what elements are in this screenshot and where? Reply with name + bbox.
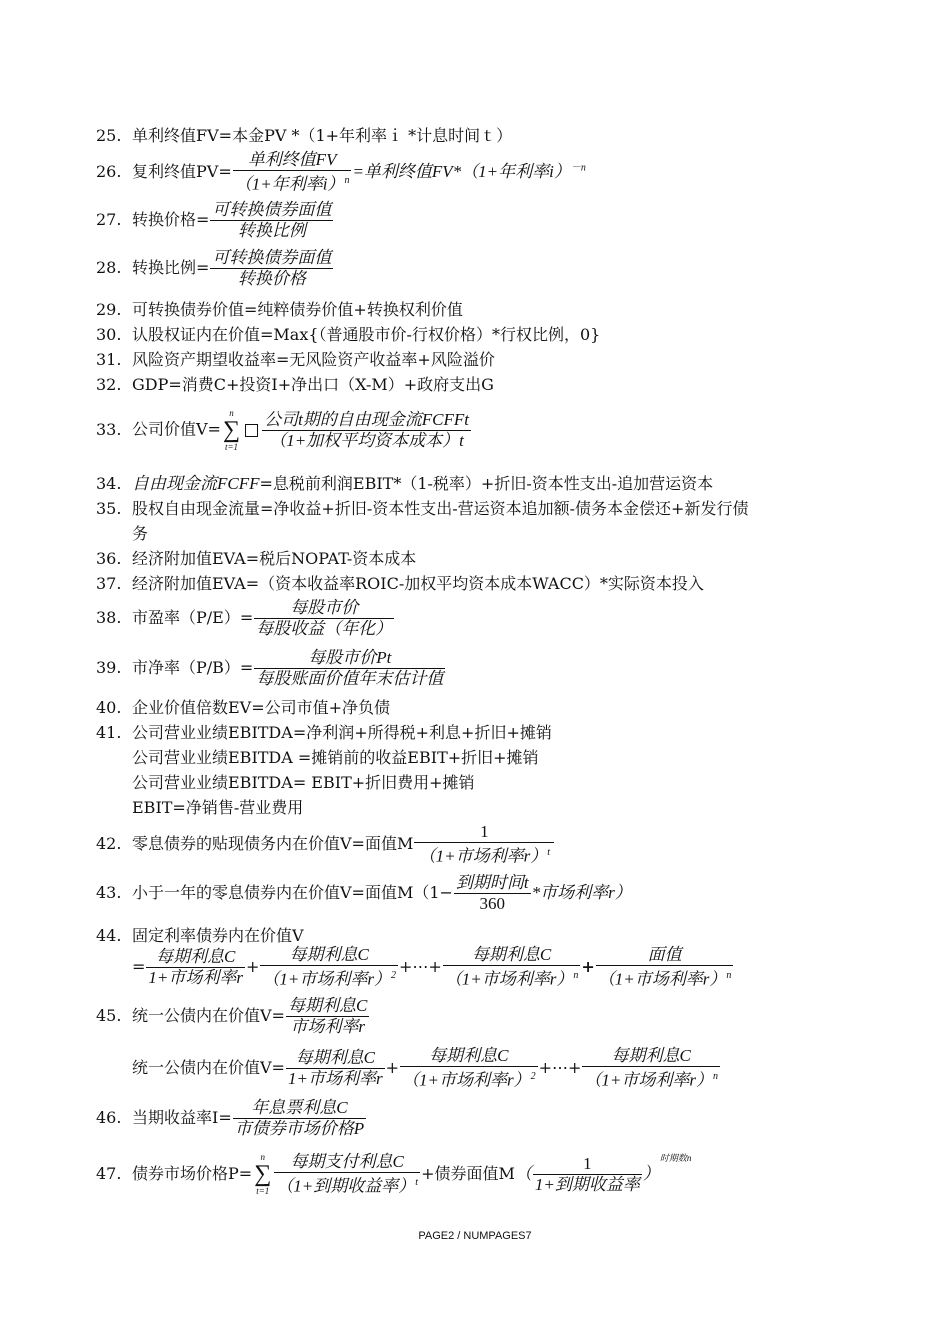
formula-35-continued: 务 <box>132 524 149 543</box>
formula-30: 30. 认股权证内在价值=Max{（普通股市价-行权价格）*行权比例，0} <box>96 325 601 344</box>
formula-31: 31. 风险资产期望收益率=无风险资产收益率+风险溢价 <box>96 350 495 369</box>
formula-33: 33. 公司价值V=n ∑ t=1 $\frac{\text{公司t期的自由现金流FCFFt}}{\text{（1+加权平均资本成本）t}}$ <box>96 408 470 452</box>
fraction-term-2: $\frac{\text{每期利息C}}{(1+市场利率r)^2}$ <box>262 945 396 989</box>
fraction-term-1: $\frac{\text{每期利息C}}{\text{1+市场利率r}}$ <box>148 946 243 987</box>
formula-39: 39. 市净率（P/B）= $\frac{\text{每股市价Pt}}{\text{每股账面价值年末估计值}}$ <box>96 648 444 688</box>
formula-41: 41. 公司营业业绩EBITDA=净利润+所得税+利息+折旧+摊销 <box>96 723 552 742</box>
fraction: $\frac{\text{单利终值FV}}{(1+年利率i)^n}$ <box>234 150 350 194</box>
formula-35: 35. 股权自由现金流量=净收益+折旧-资本性支出-营运资本追加额-债务本金偿还+新发行债 <box>96 499 749 518</box>
fraction: $\frac{\text{年息票利息C}}{\text{市债券市场价格P}}$ <box>234 1098 365 1138</box>
formula-41-line-4: EBIT=净销售-营业费用 <box>132 798 304 817</box>
formula-34: 34. 自由现金流FCFF=息税前利润EBIT*（1-税率）+折旧-资本性支出-追加营运资本 <box>96 474 714 493</box>
fraction: $\frac{\text{每股市价Pt}}{\text{每股账面价值年末估计值}}$ <box>256 648 444 688</box>
formula-25: 25. 单利终值FV=本金PV *（1+年利率ｉ *计息时间ｔ） <box>96 126 513 145</box>
page-footer: PAGE2 / NUMPAGES7 <box>418 1230 532 1242</box>
formula-29: 29. 可转换债券价值=纯粹债券价值+转换权利价值 <box>96 300 463 319</box>
fraction-term-2: $\frac{\text{每期利息C}}{(1+市场利率r)^2}$ <box>401 1046 536 1090</box>
formula-40: 40. 企业价值倍数EV=公司市值+净负债 <box>96 698 391 717</box>
formula-44-expansion: = $\frac{\text{每期利息C}}{\text{1+市场利率r}}$ + $\frac{\text{每期利息C}}{(1+市场利率r)^2}$ +⋯+ $\frac{\text{每期利息C}}{(1+市场利率r)^n}$ + $\frac{\text{面值}}{(1+市场利率r)^n}$ <box>132 945 732 989</box>
formula-46: 46. 当期收益率I= $\frac{\text{年息票利息C}}{\text{市债券市场价格P}}$ <box>96 1098 365 1138</box>
formula-41-line-3: 公司营业业绩EBITDA= EBIT+折旧费用+摊销 <box>132 773 475 792</box>
fraction: $\frac{\text{公司t期的自由现金流FCFFt}}{\text{（1+加权平均资本成本）t}}$ <box>264 409 470 450</box>
summation-symbol: n ∑ t=1 <box>254 1152 272 1197</box>
fraction: $\frac{\text{每期支付利息C}}{(1+到期收益率)^t}$ <box>276 1152 419 1196</box>
fraction: $\frac{\text{可转换债券面值}}{\text{转换价格}}$ <box>212 248 332 288</box>
fraction: $\frac{\text{可转换债券面值}}{\text{转换比例}}$ <box>212 200 332 240</box>
formula-37: 37. 经济附加值EVA=（资本收益率ROIC-加权平均资本成本WACC）*实际资本投入 <box>96 574 704 593</box>
formula-42: 42. 零息债券的贴现债务内在价值V=面值M $\frac{1}{(1+市场利率r)^t}$ <box>96 822 555 867</box>
formula-28: 28. 转换比例= $\frac{\text{可转换债券面值}}{\text{转换价格}}$ <box>96 248 332 288</box>
formula-45-expansion: 统一公债内在价值V= $\frac{\text{每期利息C}}{\text{1+市场利率r}}$ + $\frac{\text{每期利息C}}{(1+市场利率r)^2}$ +⋯+ $\frac{\text{每期利息C}}{(1+市场利率r)^n}$ <box>132 1046 718 1090</box>
formula-43: 43. 小于一年的零息债券内在价值V=面值M（1− $\frac{\text{到期时间t}}{360}$ *市场利率r） <box>96 873 632 913</box>
summation-symbol: n ∑ t=1 <box>222 408 241 452</box>
fraction-term-3: $\frac{\text{每期利息C}}{(1+市场利率r)^n}$ <box>444 945 579 989</box>
fraction: $\frac{\text{每期利息C}}{\text{市场利率r}}$ <box>287 996 368 1036</box>
fraction: $\frac{\text{每股市价}}{\text{每股收益（年化）}}$ <box>256 598 393 638</box>
fraction-2: $\frac{1}{\text{1+到期收益率}}$ <box>534 1153 640 1194</box>
fraction-term-1: $\frac{\text{每期利息C}}{\text{1+市场利率r}}$ <box>287 1047 383 1088</box>
formula-text: 单利终值FV=本金PV *（1+年利率ｉ *计息时间ｔ） <box>132 126 513 145</box>
fraction-term-4: $\frac{\text{面值}}{(1+市场利率r)^n}$ <box>597 945 732 989</box>
formula-44: 44. 固定利率债券内在价值V <box>96 926 304 945</box>
formula-36: 36. 经济附加值EVA=税后NOPAT-资本成本 <box>96 549 417 568</box>
formula-27: 27. 转换价格= $\frac{\text{可转换债券面值}}{\text{转换比例}}$ <box>96 200 332 240</box>
formula-45: 45. 统一公债内在价值V= $\frac{\text{每期利息C}}{\text{市场利率r}}$ <box>96 996 368 1036</box>
formula-26: 26. 复利终值PV= $\frac{\text{单利终值FV}}{(1+年利率i)^n}$ =单利终值FV*（1+年利率i）$^{-n}$ <box>96 150 586 194</box>
formula-32: 32. GDP=消费C+投资I+净出口（X-M）+政府支出G <box>96 375 494 394</box>
fraction-term-3: $\frac{\text{每期利息C}}{(1+市场利率r)^n}$ <box>584 1046 718 1090</box>
fraction: $\frac{1}{(1+市场利率r)^t}$ <box>414 822 554 867</box>
placeholder-box-icon <box>245 424 258 437</box>
formula-47: 47. 债券市场价格P=n ∑ t=1 $\frac{\text{每期支付利息C}}{(1+到期收益率)^t}$ +债券面值M（ $\frac{1}{\text{1+到期收益率}}$ ）$^{时期数n}$ <box>96 1152 692 1197</box>
formula-38: 38. 市盈率（P/E）= $\frac{\text{每股市价}}{\text{每股收益（年化）}}$ <box>96 598 393 638</box>
formula-41-line-2: 公司营业业绩EBITDA =摊销前的收益EBIT+折旧+摊销 <box>132 748 539 767</box>
fraction: $\frac{\text{到期时间t}}{360}$ <box>455 873 529 913</box>
